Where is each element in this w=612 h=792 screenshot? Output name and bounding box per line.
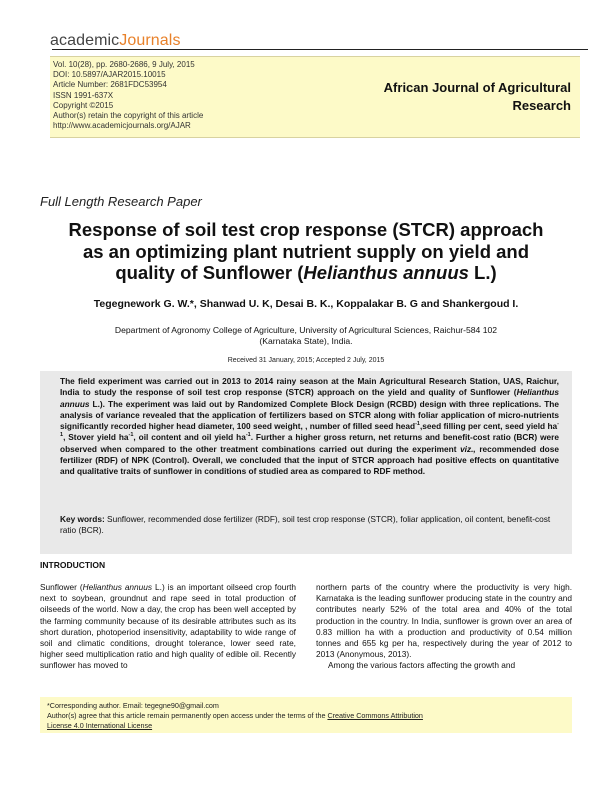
logo-part2: Journals (119, 32, 181, 49)
abstract-text (60, 376, 559, 478)
abstract-part1: The field experiment was carried out in 2013 to 2014 rainy season at the Main Agricultural Research Station, UAS, Raichur, India to study the response of soil test crop response (STCR) approach on the yield and quality of Sunflower ( (60, 376, 559, 398)
abstract-part7: recommended dose fertilizer (RDF) of NPK (Control). Overall, we concluded that the input of STCR approach had positive effects on quantitative and qualitative traits of sunflower in conditions of studied area as compared to RDF method. (60, 443, 559, 477)
affiliation-line1: Department of Agronomy College of Agriculture, University of Agricultural Sciences, Raichur-584 102 (114, 325, 498, 335)
journal-name-line2: Research (512, 98, 571, 113)
abstract-part2: L.). The experiment was laid out by Randomized Complete Block Design (RCBD) design with three replications. The analysis of variance revealed that the application of fertilizers based on STCR along with foliar application of micro-nutrients significantly recorded higher head diameter, 100 seed weight, , number of filled seed head (60, 398, 559, 432)
license-line (47, 711, 423, 721)
superscript: -1 (128, 432, 134, 439)
superscript: -1 (245, 432, 251, 439)
abstract-part5: , oil content and oil yield ha (133, 432, 246, 443)
title-line2: as an optimizing plant nutrient supply on yield and (82, 240, 530, 262)
abstract-species: Helianthus annuus (60, 387, 559, 409)
authors: Tegegnework G. W.*, Shanwad U. K, Desai B. K., Koppalakar B. G and Shankergoud I. (93, 298, 519, 310)
header-rule (52, 49, 588, 50)
paper-title (40, 219, 572, 284)
title-line1: Response of soil test crop response (STCR) approach (68, 219, 544, 240)
issn-line: ISSN 1991-637X (53, 90, 114, 100)
doi-line: DOI: 10.5897/AJAR2015.10015 (53, 70, 166, 80)
body-column-right (316, 582, 572, 672)
title-line3-suffix: L.) (468, 262, 497, 283)
paragraph (40, 582, 296, 672)
article-info-lines (53, 60, 203, 131)
superscript: -1 (415, 421, 420, 428)
paper-type: Full Length Research Paper (40, 194, 202, 209)
title-line3-prefix: quality of Sunflower ( (115, 262, 304, 283)
paragraph: northern parts of the country where the productivity is very high. Karnataka is the leading sunflower producing state in the country and contributes nearly 52% of the total area and 40% of the total production in the country. In India, sunflower is grown over an area of 0.83 million ha with a production and productivity of 0.54 million tonnes and 655 kg per ha, respectively during the year of 2012 to 2013 (Anonymous, 2013). (316, 582, 572, 660)
abstract-part3: ,seed filling per cent, seed yield ha (419, 421, 558, 432)
license-text: Author(s) agree that this article remain permanently open access under the terms of the (47, 711, 328, 720)
article-number-line: Article Number: 2681FDC53954 (53, 80, 167, 90)
intro-text: L.) is an important oilseed crop fourth next to soybean, groundnut and rape seed in total production of oilseeds of the world. Now a day, the crop has been well accepted by the farming community because of its desirable attributes such as its short duration, photoperiod insensitivity, adaptability to wide range of soil and climatic conditions, drought tolerance, lower seed rate, higher seed multiplication ratio and high quality of edible oil. Recently sunflower has moved to (40, 582, 296, 671)
corresponding-author: *Corresponding author. Email: tegegne90@gmail.com (47, 701, 219, 710)
license-link[interactable]: Creative Commons Attribution (327, 711, 423, 720)
intro-species: Helianthus annuus (82, 582, 153, 592)
journal-logo (50, 32, 181, 50)
body-column-left (40, 582, 296, 672)
logo-part1: academic (50, 32, 120, 49)
journal-url-link[interactable]: http://www.academicjournals.org/AJAR (53, 121, 191, 131)
affiliation-line2: (Karnataka State), India. (259, 336, 353, 346)
abstract-box (40, 371, 572, 554)
journal-name-line1: African Journal of Agricultural (383, 80, 571, 95)
license-link-2[interactable]: License 4.0 International License (47, 721, 153, 730)
introduction-heading: INTRODUCTION (40, 560, 106, 570)
abstract-part6: . Further a higher gross return, net returns and benefit-cost ratio (BCR) were observed when compared to the other treatment combinations carried out during the experiment (60, 432, 559, 454)
keywords (60, 514, 559, 537)
abstract-part4: , Stover yield ha (63, 432, 129, 443)
superscript: -1 (60, 421, 559, 439)
copyright-line: Copyright ©2015 (53, 100, 114, 110)
paragraph: Among the various factors affecting the growth and (328, 660, 516, 671)
volume-line: Vol. 10(28), pp. 2680-2686, 9 July, 2015 (53, 60, 195, 69)
journal-name (351, 79, 571, 115)
article-info-box (50, 56, 580, 138)
abstract-viz: viz., (460, 443, 476, 454)
keywords-text: Sunflower, recommended dose fertilizer (RDF), soil test crop response (STCR), foliar application, oil content, benefit-cost ratio (BCR). (60, 514, 551, 536)
species-name: Helianthus annuus (303, 262, 469, 283)
author-rights-line: Author(s) retain the copyright of this article (53, 111, 204, 121)
footnote-box (40, 697, 572, 733)
received-dates: Received 31 January, 2015; Accepted 2 July, 2015 (227, 357, 385, 364)
affiliation (60, 325, 552, 347)
intro-text: Sunflower ( (40, 582, 83, 592)
title-line3 (40, 262, 572, 284)
keywords-label: Key words: (60, 514, 105, 524)
